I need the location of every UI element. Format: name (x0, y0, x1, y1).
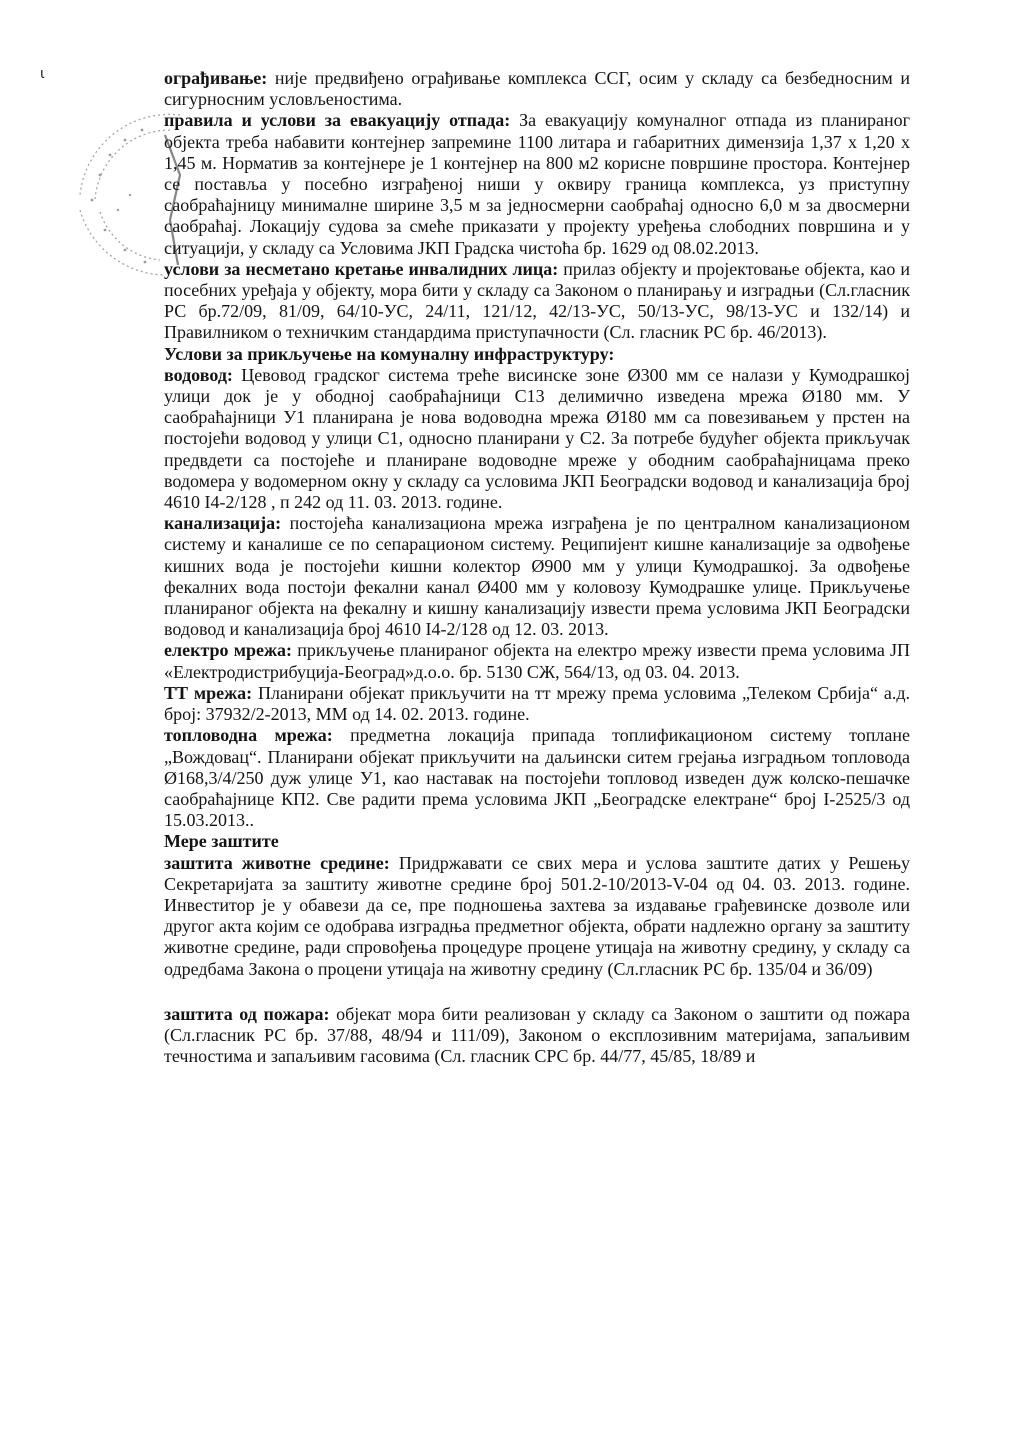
paragraph-text: Планирани објекат прикључити на тт мрежу према условима „Телеком Србија“ а.д. број: 37932/2-2013, ММ од 14. 02. 2013. године. (164, 682, 910, 725)
paragraph-text: предметна локација припада топлификационом систему топлане „Вождовац“. Планирани објекат прикључити на даљински ситем грејања изградњом топловода Ø168,3/4/250 дуж улице У1, као наставак на постојећи топловод изведен дуж колско-пешачке саобраћајнице КП2. Све радити према условима ЈКП „Београдске електране“ број I-2525/3 од 15.03.2013.. (164, 725, 910, 831)
section-heading-infrastructure: Услови за прикључење на комуналну инфраструктуру: (164, 343, 615, 364)
paragraph-sewerage (164, 513, 910, 640)
paragraph-text: није предвиђено ограђивање комплекса ССГ, осим у складу са безбедносним и сигурносним условљеностима. (164, 68, 910, 110)
paragraph-label: услови за несметано кретање инвалидних лица: (164, 258, 559, 279)
paragraph-accessibility (164, 259, 910, 344)
paragraph-text: објекат мора бити реализован у складу са Законом о заштити од пожара (Сл.гласник РС бр. 37/88, 48/94 и 111/09), Законом о експлозивним материјама, запаљивим течностима и запаљивим гасовима (Сл. гласник СРС бр. 44/77, 45/85, 18/89 и (164, 1003, 911, 1067)
paragraph-label: правила и услови за евакуацију отпада: (164, 110, 511, 131)
paragraph-environment-protection (164, 853, 910, 980)
margin-mark: ι (40, 66, 45, 82)
paragraph-label: топловодна мрежа: (164, 725, 333, 746)
paragraph-fire-protection (164, 1004, 910, 1068)
paragraph-label: електро мрежа: (164, 640, 293, 661)
paragraph-text: Цевовод градског система треће висинске зоне Ø300 мм се налази у Кумодрашкој улици док је у ободној саобраћајници С13 делимично изведена мрежа Ø180 мм. У саобраћајници У1 планирана је нова водоводна мрежа Ø180 мм са повезивањем у прстен на постојећи водовод у улици С1, односно планирани у С2. За потребе будућег објекта прикључак предвдети са постојеће и планиране водоводне мреже у ободним саобраћајницама преко водомера у водомерном окну у складу са условима ЈКП Београдски водовод и канализација број 4610 I4-2/128 , п 242 од 11. 03. 2013. године. (164, 364, 910, 513)
paragraph-label: водовод: (164, 364, 233, 385)
paragraph-text: постојећа канализациона мрежа изграђена је по централном канализационом систему и каналише се по сепарационом систему. Реципијент кишне канализације за одвођење кишних вода је постојећи кишни колектор Ø900 мм у улици Кумодрашкој. За одвођење фекалних вода постоји фекални канал Ø400 мм у коловозу Кумодрашке улице. Прикључење планираног објекта на фекалну и кишну канализацију извести према условима ЈКП Београдски водовод и канализација број 4610 I4-2/128 од 12. 03. 2013. (164, 513, 910, 640)
paragraph-label: ограђивање: (164, 68, 268, 88)
paragraph-district-heating (164, 725, 910, 831)
paragraph-electric-grid (164, 640, 910, 682)
paragraph-text: прикључење планираног објекта на електро мрежу извести према условима ЈП «Електродистрибуција-Београд»д.о.о. бр. 5130 СЖ, 564/13, од 03. 04. 2013. (164, 640, 911, 682)
paragraph-text: За евакуацију комуналног отпада из планираног објекта треба набавити контејнер запремине 1100 литара и габаритних димензија 1,37 х 1,20 х 1,45 м. Норматив за контејнере је 1 контејнер на 800 м2 корисне површине простора. Контејнер се поставља у посебно изграђеној ниши у оквиру граница комплекса, уз приступну саобраћајницу минималне ширине 3,5 м за једносмерни саобраћај односно 6,0 м за двосмерни саобраћај. Локацију судова за смеће приказати у пројекту уређења слободних површина и у ситуацији, у складу са Условима ЈКП Градска чистоћа бр. 1629 од 08.02.2013. (164, 110, 910, 258)
paragraph-telecom (164, 683, 910, 725)
paragraph-label: заштита животне средине: (164, 852, 390, 873)
paragraph-label: заштита од пожара: (164, 1003, 330, 1024)
paragraph-water-supply (164, 365, 910, 513)
paragraph-label: ТТ мрежа: (164, 682, 253, 703)
paragraph-fencing (164, 68, 910, 110)
paragraph-text: Придржавати се свих мера и услова заштите датих у Решењу Секретаријата за заштиту животне средине број 501.2-10/2013-V-04 од 04. 03. 2013. године. Инвеститор је у обавези да се, пре подношења захтева за издавање грађевинске дозволе или другог акта којим се одобрава изградња предметног објекта, обрати надлежно органу за заштиту животне средине, ради спровођења процедуре процене утицаја на животну средину, у складу са одредбама Закона о процени утицаја на животну средину (Сл.гласник РС бр. 135/04 и 36/09) (164, 852, 910, 979)
paragraph-text: прилаз објекту и пројектовање објекта, као и посебних уређаја у објекту, мора бити у складу са Законом о планирању и изградњи (Сл.гласник РС бр.72/09, 81/09, 64/10-УС, 24/11, 121/12, 42/13-УС, 50/13-УС, 98/13-УС и 132/14) и Правилником о техничким стандардима приступачности (Сл. гласник РС бр. 46/2013). (164, 258, 910, 343)
paragraph-waste-evacuation (164, 110, 910, 258)
document-body (164, 68, 910, 1067)
blank-line (164, 980, 910, 1004)
section-heading-protection: Мере заштите (164, 831, 279, 852)
paragraph-label: канализација: (164, 513, 282, 534)
